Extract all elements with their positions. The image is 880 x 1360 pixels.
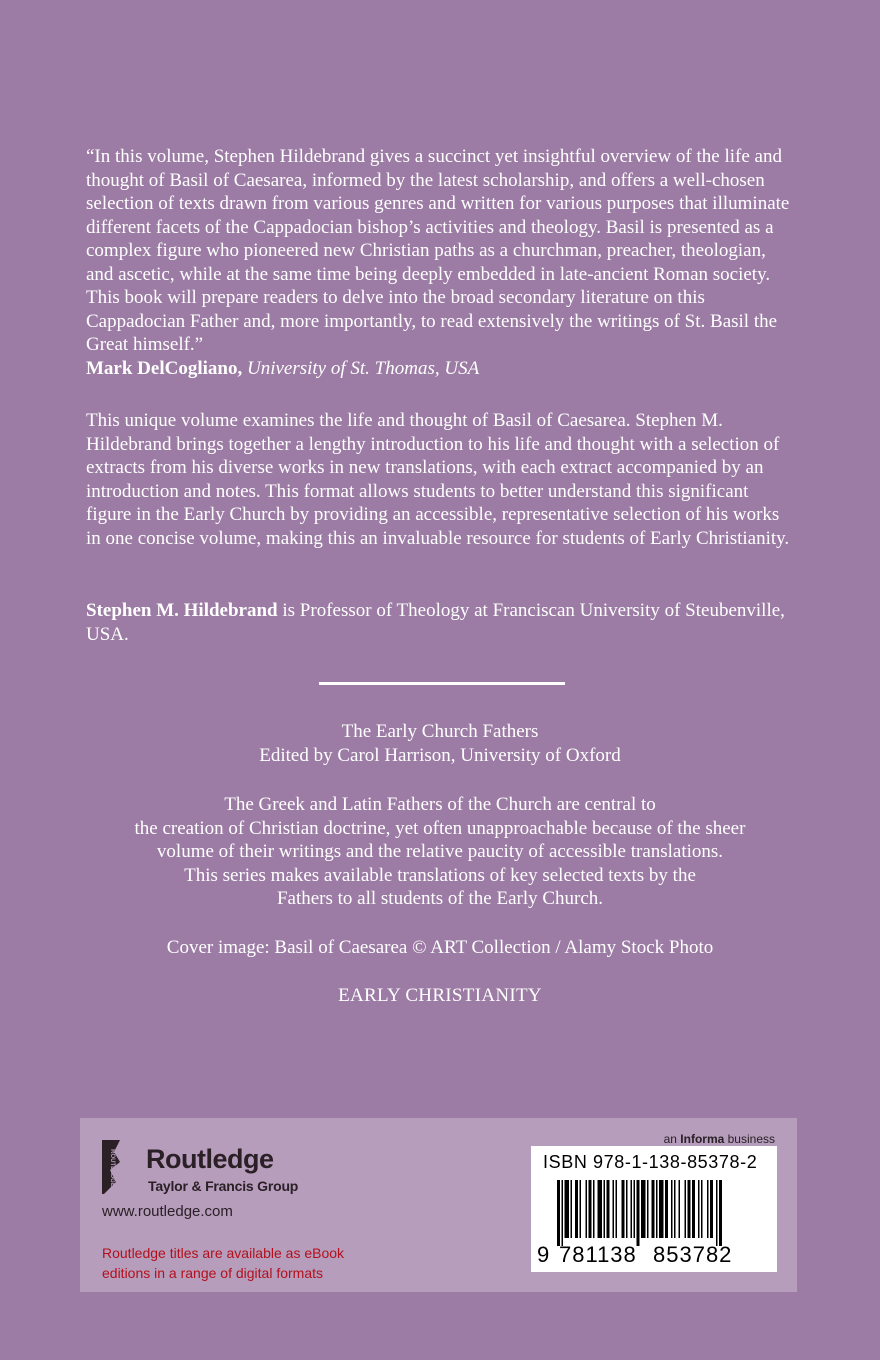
publisher-group: Taylor & Francis Group: [148, 1178, 299, 1194]
quote-author: Mark DelCogliano,: [86, 357, 243, 379]
barcode-bar: [719, 1180, 722, 1246]
barcode-bar: [701, 1180, 703, 1238]
routledge-logo-icon: [100, 1138, 122, 1196]
barcode-bar: [575, 1180, 578, 1238]
publisher-name: Routledge: [146, 1144, 274, 1174]
series-heading: [60, 720, 820, 767]
series-title: The Early Church Fathers: [341, 721, 539, 742]
series-desc-line: volume of their writings and the relative paucity of accessible translations.: [156, 841, 724, 862]
barcode-bar: [647, 1180, 649, 1238]
barcode-bar: [710, 1180, 713, 1238]
barcode-bar: [637, 1180, 640, 1246]
barcode-bar: [679, 1180, 681, 1238]
barcode-bar: [692, 1180, 695, 1238]
barcode-bar: [622, 1180, 625, 1238]
barcode-bar: [580, 1180, 582, 1238]
ebook-note: [102, 1243, 402, 1283]
series-desc-line: Fathers to all students of the Early Church.: [276, 888, 604, 909]
barcode-bar: [685, 1180, 687, 1238]
barcode-bar: [698, 1180, 700, 1238]
barcode-digit-first: 9: [537, 1242, 550, 1267]
barcode-bar: [589, 1180, 592, 1238]
barcode-bar: [665, 1180, 668, 1238]
barcode-bar: [565, 1180, 570, 1238]
endorsement-quote: [86, 145, 796, 380]
barcode-digits-left: 781138: [559, 1242, 637, 1267]
barcode-bar: [641, 1180, 646, 1238]
barcode-bar: [634, 1180, 636, 1238]
barcode-bar: [586, 1180, 588, 1238]
subject-category: EARLY CHRISTIANITY: [338, 985, 542, 1006]
series-editor: Edited by Carol Harrison, University of Oxford: [259, 744, 621, 766]
author-bio-text: is Professor of Theology at Franciscan University of Steubenville, USA.: [86, 600, 785, 645]
quote-text: “In this volume, Stephen Hildebrand gives a succinct yet insightful overview of the life and thought of Basil of Caesarea, informed by the latest scholarship, and offers a well-chosen selection of texts drawn from various genres and written for various purposes that illuminate different facets of the Cappadocian bishop’s activities and theology. Basil is presented as a complex figure who pioneered new Christian paths as a churchman, preacher, theologian, and ascetic, while at the same time being deeply embedded in late-ancient Roman society. This book will prepare readers to delve into the broad secondary literature on this Cappadocian Father and, more importantly, to read extensively the writings of St. Basil the Great himself.”: [86, 146, 790, 355]
series-desc-line: the creation of Christian doctrine, yet often unapproachable because of the sheer: [134, 817, 746, 839]
barcode-bar: [607, 1180, 610, 1238]
barcode-bar: [613, 1180, 615, 1238]
publisher-footer: [80, 1118, 797, 1292]
barcode-bar: [716, 1180, 718, 1246]
informa-brand: Informa: [680, 1132, 725, 1146]
barcode-bar: [626, 1180, 628, 1238]
barcode-bar: [656, 1180, 658, 1238]
barcode-bar: [671, 1180, 673, 1238]
series-description: [60, 793, 820, 911]
barcode-bar: [631, 1180, 633, 1238]
barcode-bar: [604, 1180, 606, 1238]
barcode-bar: [593, 1180, 595, 1238]
barcode-bar: [562, 1180, 564, 1246]
barcode-bar: [616, 1180, 618, 1238]
publisher-website[interactable]: www.routledge.com: [102, 1203, 233, 1220]
barcode-digits-right: 853782: [653, 1242, 733, 1267]
barcode-bar: [598, 1180, 603, 1238]
ebook-line: editions in a range of digital formats: [102, 1265, 324, 1281]
barcode-bar: [571, 1180, 573, 1238]
author-name: Stephen M. Hildebrand: [86, 600, 278, 621]
book-description: This unique volume examines the life and thought of Basil of Caesarea. Stephen M. Hildebrand brings together a lengthy introduction to his life and thought with a selection of extracts from his diverse works in new translations, with each extract accompanied by an introduction and notes. This format allows students to better understand this significant figure in the Early Church by providing an accessible, representative selection of his works in one concise volume, making this an invaluable resource for students of Early Christianity.: [86, 410, 790, 549]
barcode-bar: [652, 1180, 655, 1238]
informa-prefix: an: [663, 1132, 681, 1146]
ebook-line: Routledge titles are available as eBook: [102, 1245, 345, 1261]
series-desc-line: This series makes available translations of key selected texts by the: [184, 864, 696, 886]
isbn-text: ISBN 978-1-138-85378-2: [543, 1152, 758, 1172]
barcode-bar: [659, 1180, 664, 1238]
divider-rule: [319, 682, 565, 685]
quote-affiliation: University of St. Thomas, USA: [246, 357, 480, 379]
series-desc-line: The Greek and Latin Fathers of the Church are central to: [224, 794, 656, 815]
barcode-bar: [674, 1180, 676, 1238]
logo-mark-text: ROUTLEDGE: [109, 1149, 115, 1187]
author-bio: [86, 599, 796, 646]
barcode-bar: [707, 1180, 709, 1238]
informa-tagline: [664, 1132, 775, 1146]
cover-credit: Cover image: Basil of Caesarea © ART Collection / Alamy Stock Photo: [166, 937, 714, 958]
barcode-bar: [688, 1180, 691, 1238]
barcode-bar: [557, 1180, 560, 1246]
isbn-barcode: [531, 1146, 777, 1272]
informa-suffix: business: [724, 1132, 775, 1146]
